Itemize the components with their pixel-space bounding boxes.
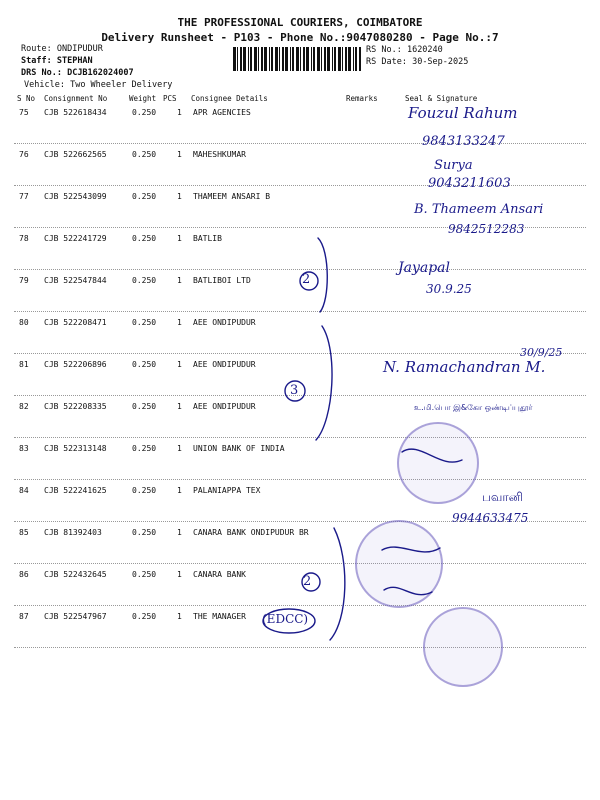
signature-row-81: N. Ramachandran M.: [383, 358, 546, 376]
row-consignee: CANARA BANK: [193, 570, 246, 579]
column-header-remarks: Remarks: [346, 94, 378, 103]
row-pcs: 1: [177, 318, 182, 327]
row-sno: 78: [19, 234, 29, 243]
row-pcs: 1: [177, 486, 182, 495]
row-weight: 0.250: [132, 360, 157, 369]
rs-date-value: 30-Sep-2025: [412, 57, 469, 67]
row-sno: 76: [19, 150, 29, 159]
row-consignee: MAHESHKUMAR: [193, 150, 246, 159]
row-consignment-no: CJB 522662565: [44, 150, 107, 159]
row-sno: 82: [19, 402, 29, 411]
row-sno: 75: [19, 108, 29, 117]
row-pcs: 1: [177, 402, 182, 411]
row-consignment-no: CJB 81392403: [44, 528, 102, 537]
handwritten-remark-row-87: (EDCC): [262, 612, 309, 626]
row-consignment-no: CJB 522313148: [44, 444, 107, 453]
signature-row-77: B. Thameem Ansari: [414, 202, 544, 217]
row-consignee: UNION BANK OF INDIA: [193, 444, 285, 453]
row-weight: 0.250: [132, 486, 157, 495]
vehicle-label: Vehicle:: [24, 80, 65, 90]
staff-label: Staff:: [21, 56, 52, 66]
row-consignee: APR AGENCIES: [193, 108, 251, 117]
row-weight: 0.250: [132, 570, 157, 579]
row-sno: 85: [19, 528, 29, 537]
row-consignment-no: CJB 522206896: [44, 360, 107, 369]
signature-row-84: பவானி: [482, 490, 524, 504]
column-header-weight: Weight: [129, 94, 157, 103]
row-consignee: AEE ONDIPUDUR: [193, 402, 256, 411]
column-header-pcs: PCS: [163, 94, 177, 103]
handwritten-phone-row-84: 9944633475: [452, 511, 529, 525]
row-pcs: 1: [177, 150, 182, 159]
handwritten-count-circled: 3: [290, 383, 299, 398]
handwritten-date-row-81: 30/9/25: [520, 346, 563, 359]
row-consignment-no: CJB 522547967: [44, 612, 107, 621]
row-consignee: AEE ONDIPUDUR: [193, 360, 256, 369]
row-consignment-no: CJB 522208471: [44, 318, 107, 327]
handwritten-date-row-79: 30.9.25: [426, 282, 472, 296]
rs-no-value: 1620240: [406, 45, 443, 55]
row-pcs: 1: [177, 570, 182, 579]
row-pcs: 1: [177, 234, 182, 243]
row-consignee: AEE ONDIPUDUR: [193, 318, 256, 327]
row-sno: 77: [19, 192, 29, 201]
signature-row-75: Fouzul Rahum: [408, 104, 518, 122]
row-pcs: 1: [177, 192, 182, 201]
row-consignment-no: CJB 522432645: [44, 570, 107, 579]
column-header-consignee: Consignee Details: [191, 94, 268, 103]
runsheet-subtitle: Delivery Runsheet - P103 - Phone No.:9047080280 - Page No.:7: [101, 31, 499, 44]
row-pcs: 1: [177, 360, 182, 369]
route-value: ONDIPUDUR: [56, 44, 103, 54]
row-consignee: BATLIBOI LTD: [193, 276, 251, 285]
row-consignee: PALANIAPPA TEX: [193, 486, 261, 495]
row-weight: 0.250: [132, 318, 157, 327]
row-sno: 87: [19, 612, 29, 621]
row-consignee: THAMEEM ANSARI B: [193, 192, 271, 201]
staff-value: STEPHAN: [56, 56, 93, 66]
row-consignment-no: CJB 522208335: [44, 402, 107, 411]
row-consignee: THE MANAGER: [193, 612, 246, 621]
rs-date-label: RS Date:: [366, 57, 407, 67]
handwritten-phone-row-75: 9843133247: [422, 134, 505, 149]
route-label: Route:: [21, 44, 52, 54]
rs-no-label: RS No.:: [366, 45, 402, 55]
row-weight: 0.250: [132, 108, 157, 117]
handwritten-count-circled: 2: [302, 272, 311, 287]
vehicle-value: Two Wheeler Delivery: [70, 80, 173, 90]
row-pcs: 1: [177, 276, 182, 285]
row-consignment-no: CJB 522241625: [44, 486, 107, 495]
row-weight: 0.250: [132, 150, 157, 159]
row-sno: 86: [19, 570, 29, 579]
row-weight: 0.250: [132, 192, 157, 201]
document-title: THE PROFESSIONAL COURIERS, COIMBATORE: [177, 16, 423, 29]
handwritten-phone-row-77: 9842512283: [448, 222, 525, 236]
row-consignee: BATLIB: [193, 234, 222, 243]
column-header-sno: S No: [17, 94, 36, 103]
signature-row-76: Surya: [434, 158, 473, 173]
row-pcs: 1: [177, 108, 182, 117]
row-weight: 0.250: [132, 444, 157, 453]
row-weight: 0.250: [132, 234, 157, 243]
row-sno: 79: [19, 276, 29, 285]
column-header-seal-signature: Seal & Signature: [405, 94, 478, 103]
drs-value: DCJB162024007: [67, 68, 134, 78]
row-weight: 0.250: [132, 612, 157, 621]
handwritten-count-circled: 2: [303, 574, 312, 589]
column-header-consignment: Consignment No: [44, 94, 108, 103]
row-sno: 83: [19, 444, 29, 453]
row-pcs: 1: [177, 612, 182, 621]
row-pcs: 1: [177, 528, 182, 537]
row-consignment-no: CJB 522618434: [44, 108, 107, 117]
row-consignment-no: CJB 522241729: [44, 234, 107, 243]
signature-row-79: Jayapal: [398, 260, 451, 276]
row-weight: 0.250: [132, 528, 157, 537]
row-consignee: CANARA BANK ONDIPUDUR BR: [193, 528, 309, 537]
row-consignment-no: CJB 522543099: [44, 192, 107, 201]
handwritten-phone-row-76: 9043211603: [428, 176, 511, 191]
tamil-office-seal-text: உ.மி.பொ இ&கோ ஒண்டிப்புதூர்: [414, 403, 533, 412]
row-weight: 0.250: [132, 276, 157, 285]
row-consignment-no: CJB 522547844: [44, 276, 107, 285]
row-pcs: 1: [177, 444, 182, 453]
row-sno: 84: [19, 486, 29, 495]
row-sno: 80: [19, 318, 29, 327]
drs-label: DRS No.:: [21, 68, 62, 78]
row-sno: 81: [19, 360, 29, 369]
row-weight: 0.250: [132, 402, 157, 411]
